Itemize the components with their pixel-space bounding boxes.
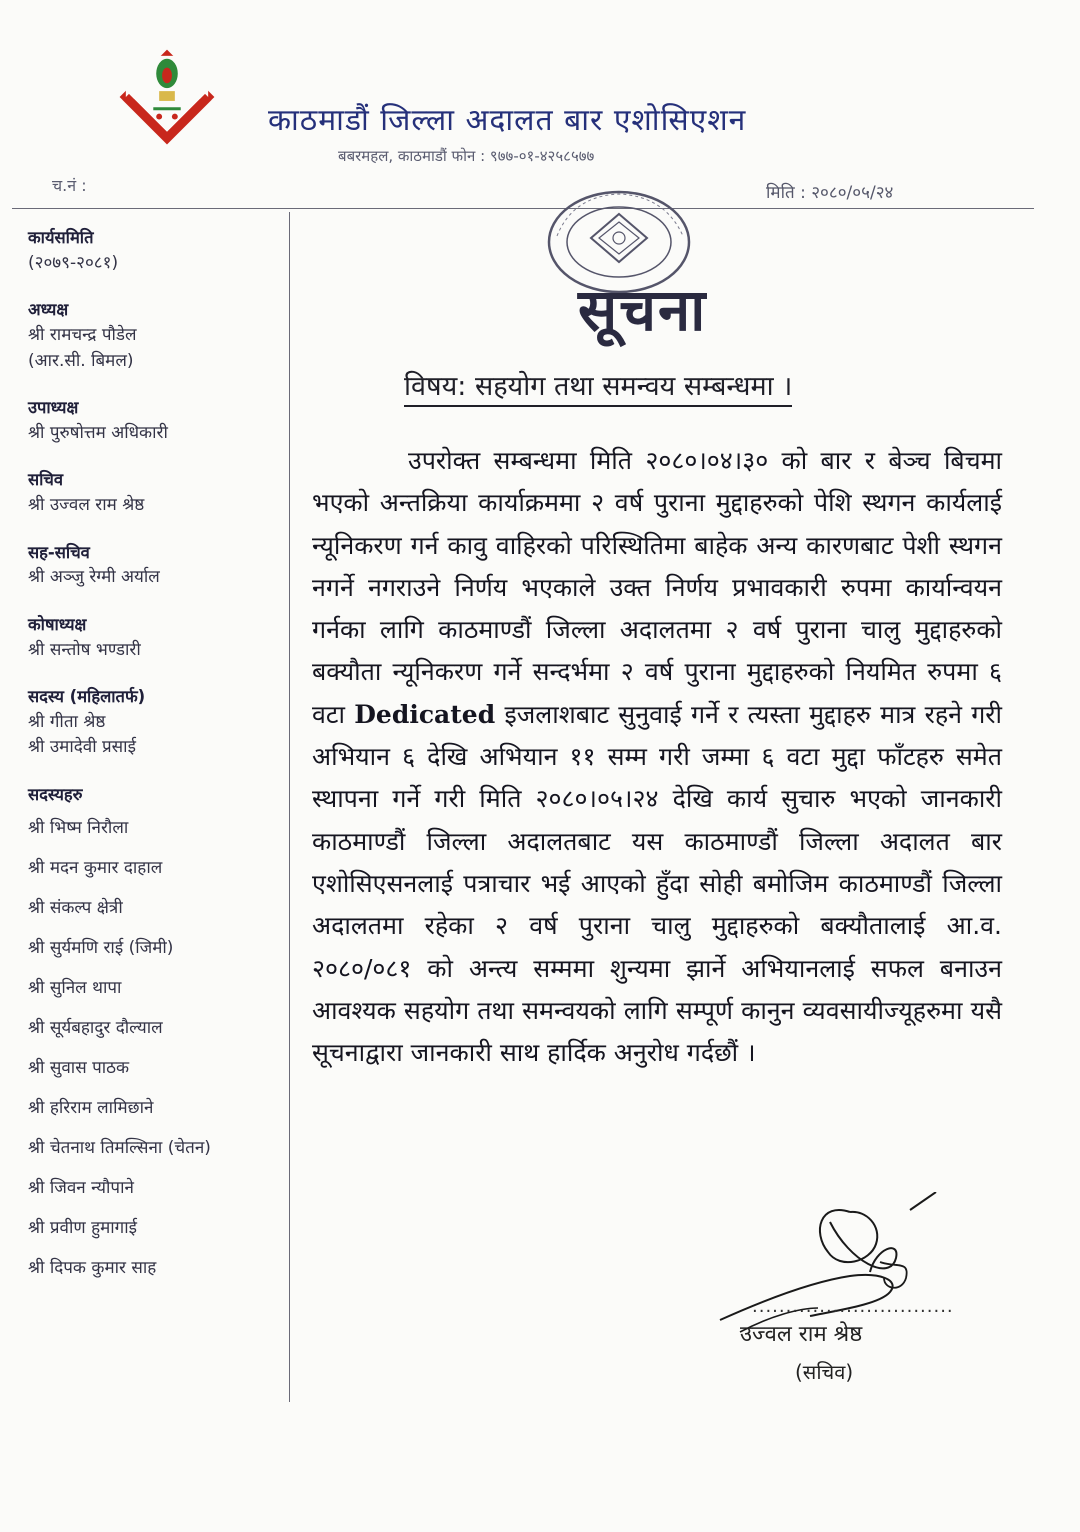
reference-number: च.नं : [52, 176, 87, 195]
notice-body-part1: उपरोक्त सम्बन्धमा मिति २०८०।०४।३० को बार र बेञ्च बिचमा भएको अन्तक्रिया कार्याक्रममा २ वर्ष पुराना मुद्दाहरुको पेशि स्थगन कार्यलाई न्यूनिकरण गर्न कावु वाहिरको परिस्थितिमा बाहेक अन्य कारणबाट पेशी स्थगन नगर्ने नगराउने निर्णय भएकाले उक्त निर्णय प्रभावकारी रुपमा कार्यान्वयन गर्नका लागि काठमाण्डौं जिल्ला अदालतमा २ वर्ष पुराना चालु मुद्दाहरुको बक्यौता न्यूनिकरण गर्ने सन्दर्भमा २ वर्ष पुराना मुद्दाहरुको नियमित रुपमा ६ वटा [312, 446, 1002, 729]
member-name: श्री सूर्यबहादुर दौल्याल [28, 1017, 163, 1038]
signer-title: (सचिव) [795, 1360, 854, 1384]
secretary-name: श्री उज्वल राम श्रेष्ठ [28, 495, 145, 515]
executive-committee-list [28, 226, 286, 1318]
joint-secretary-name: श्री अञ्जु रेग्मी अर्याल [28, 567, 160, 588]
committee-term: (२०७९-२०८१) [28, 252, 119, 273]
notice-body-part2: इजलाशबाट सुनुवाई गर्ने र त्यस्ता मुद्दाहरु मात्र रहने गरी अभियान ६ देखि अभियान ११ सम्म गरी जम्मा ६ वटा मुद्दा फाँटहरु समेत स्थापना गर्ने गरी मिति २०८०।०५।२४ देखि कार्य सुचारु भएको जानकारी काठमाण्डौं जिल्ला अदालतबाट यस काठमाण्डौं जिल्ला अदालत बार एशोसिएसनलाई पत्राचार भई आएको हुँदा सोही बमोजिम काठमाण्डौं जिल्ला अदालतमा रहेका २ वर्ष पुराना चालु मुद्दाहरुको बक्यौतालाई आ.व. २०८०/०८१ को अन्त्य सम्ममा शुन्यमा झार्ने अभियानलाई सफल बनाउन आवश्यक सहयोग तथा समन्वयको लागि सम्पूर्ण कानुन व्यवसायीज्यूहरुमा यसै सूचनाद्वारा जानकारी साथ हार्दिक अनुरोध गर्दछौं । [312, 699, 1003, 1068]
notice-title: सूचना [578, 276, 708, 344]
signature-line: .............................. [752, 1296, 954, 1317]
chair-label: अध्यक्ष [28, 300, 69, 320]
treasurer-label: कोषाध्यक्ष [28, 614, 87, 634]
chair-alias: (आर.सी. बिमल) [28, 350, 134, 371]
notice-body [312, 440, 1002, 1074]
sidebar-divider [289, 212, 290, 1402]
member-name: श्री मदन कुमार दाहाल [28, 857, 163, 878]
member-name: श्री सुनिल थापा [28, 977, 122, 998]
committee-title: कार्यसमिति [28, 228, 94, 247]
notice-subject: विषय: सहयोग तथा समन्वय सम्बन्धमा । [404, 366, 792, 407]
member-name: श्री जिवन न्यौपाने [28, 1177, 134, 1198]
member-name: श्री हरिराम लामिछाने [28, 1097, 154, 1118]
org-name: काठमाडौं जिल्ला अदालत बार एशोसिएशन [268, 103, 747, 138]
women-member: श्री उमादेवी प्रसाई [28, 737, 136, 758]
chair-name: श्री रामचन्द्र पौडेल [28, 325, 137, 345]
signer-name: उज्वल राम श्रेष्ठ [740, 1322, 863, 1347]
notice-body-latin: Dedicated [354, 699, 496, 729]
treasurer-name: श्री सन्तोष भण्डारी [28, 639, 141, 660]
member-name: श्री सुर्यमणि राई (जिमी) [28, 937, 174, 958]
member-name: श्री संकल्प क्षेत्री [28, 897, 123, 918]
header-divider [12, 208, 1034, 209]
member-name: श्री प्रवीण हुमागाई [28, 1217, 137, 1238]
women-member-label: सदस्य (महिलातर्फ) [28, 687, 146, 706]
vice-chair-name: श्री पुरुषोत्तम अधिकारी [28, 422, 168, 443]
vice-chair-label: उपाध्यक्ष [28, 398, 79, 417]
members-label: सदस्यहरु [28, 784, 83, 804]
member-name: श्री दिपक कुमार साह [28, 1257, 157, 1278]
secretary-label: सचिव [28, 470, 64, 490]
letter-date: मिति : २०८०/०५/२४ [766, 183, 894, 203]
joint-secretary-label: सह-सचिव [28, 542, 90, 562]
member-name: श्री भिष्म निरौला [28, 817, 129, 838]
member-name: श्री चेतनाथ तिमल्सिना (चेतन) [28, 1137, 211, 1158]
member-name: श्री सुवास पाठक [28, 1057, 130, 1078]
women-member: श्री गीता श्रेष्ठ [28, 711, 106, 732]
bar-association-logo [118, 48, 216, 146]
org-address: बबरमहल, काठमाडौं फोन : ९७७-०१-४२५८५७७ [338, 147, 595, 165]
